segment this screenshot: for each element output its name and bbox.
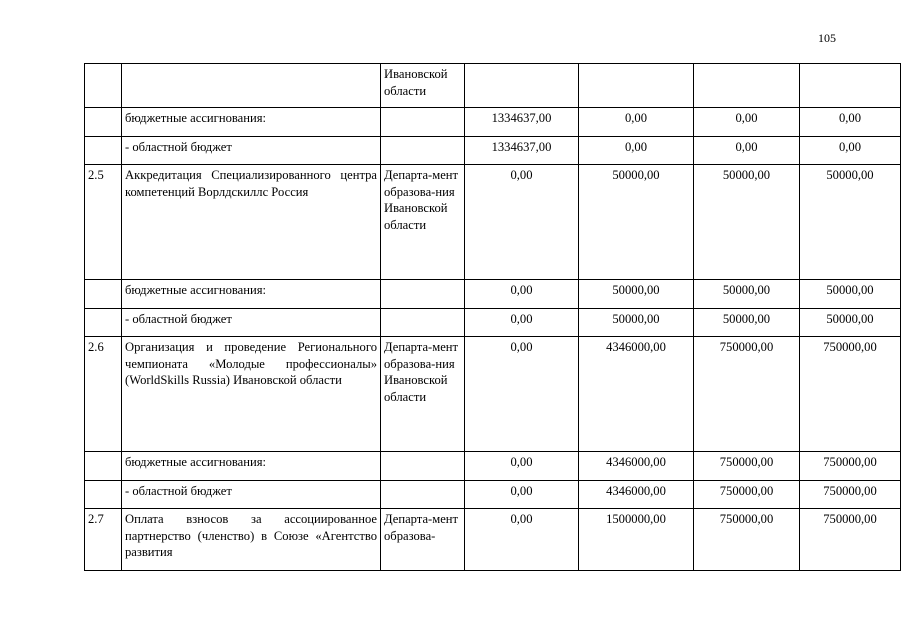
amount-cell-3: 50000,00	[694, 165, 800, 280]
amount-cell-1	[465, 64, 579, 108]
amount-cell-3: 750000,00	[694, 481, 800, 509]
amount-cell-2: 0,00	[579, 137, 694, 165]
table-row	[85, 64, 901, 108]
amount-cell-1: 0,00	[465, 280, 579, 309]
amount-cell-3: 50000,00	[694, 309, 800, 337]
measure-row	[85, 337, 901, 452]
amount-cell-2: 50000,00	[579, 309, 694, 337]
amount-cell-4	[800, 64, 901, 108]
item-name-cell: - областной бюджет	[122, 481, 381, 509]
budget-table	[84, 63, 901, 571]
amount-cell-3: 750000,00	[694, 337, 800, 452]
amount-cell-3	[694, 64, 800, 108]
amount-cell-2: 50000,00	[579, 165, 694, 280]
item-index-cell	[85, 481, 122, 509]
amount-cell-1: 1334637,00	[465, 108, 579, 137]
item-name-cell: бюджетные ассигнования:	[122, 452, 381, 481]
item-name-cell: Организация и проведение Регионального чемпионата «Молодые профессионалы» (WorldSkills Russia) Ивановской области	[122, 337, 381, 452]
amount-cell-4: 750000,00	[800, 481, 901, 509]
amount-cell-2: 4346000,00	[579, 337, 694, 452]
amount-cell-4: 50000,00	[800, 165, 901, 280]
responsible-cell	[381, 137, 465, 165]
item-index-cell: 2.7	[85, 509, 122, 571]
amount-cell-4: 50000,00	[800, 309, 901, 337]
amount-cell-1: 0,00	[465, 481, 579, 509]
table-row	[85, 137, 901, 165]
table-row	[85, 280, 901, 309]
responsible-cell: Департа-мент образова-ния Ивановской области	[381, 165, 465, 280]
table-row	[85, 481, 901, 509]
item-name-cell: - областной бюджет	[122, 309, 381, 337]
amount-cell-4: 750000,00	[800, 452, 901, 481]
item-index-cell	[85, 64, 122, 108]
amount-cell-2: 50000,00	[579, 280, 694, 309]
item-name-cell: Оплата взносов за ассоциированное партнерство (членство) в Союзе «Агентство развития	[122, 509, 381, 571]
amount-cell-2: 4346000,00	[579, 452, 694, 481]
responsible-cell	[381, 452, 465, 481]
amount-cell-1: 0,00	[465, 337, 579, 452]
amount-cell-1: 1334637,00	[465, 137, 579, 165]
responsible-cell	[381, 108, 465, 137]
amount-cell-3: 750000,00	[694, 509, 800, 571]
item-name-cell: Аккредитация Специализированного центра компетенций Ворлдскиллс Россия	[122, 165, 381, 280]
amount-cell-4: 50000,00	[800, 280, 901, 309]
amount-cell-3: 750000,00	[694, 452, 800, 481]
table-body	[85, 64, 901, 571]
item-name-cell: бюджетные ассигнования:	[122, 108, 381, 137]
amount-cell-4: 0,00	[800, 137, 901, 165]
amount-cell-1: 0,00	[465, 165, 579, 280]
item-index-cell	[85, 452, 122, 481]
responsible-cell	[381, 280, 465, 309]
amount-cell-4: 0,00	[800, 108, 901, 137]
amount-cell-2	[579, 64, 694, 108]
responsible-cell	[381, 309, 465, 337]
item-index-cell	[85, 309, 122, 337]
amount-cell-3: 50000,00	[694, 280, 800, 309]
amount-cell-2: 0,00	[579, 108, 694, 137]
item-index-cell	[85, 280, 122, 309]
amount-cell-4: 750000,00	[800, 337, 901, 452]
amount-cell-2: 1500000,00	[579, 509, 694, 571]
amount-cell-1: 0,00	[465, 309, 579, 337]
amount-cell-3: 0,00	[694, 137, 800, 165]
measure-row	[85, 165, 901, 280]
amount-cell-1: 0,00	[465, 509, 579, 571]
item-index-cell: 2.6	[85, 337, 122, 452]
item-name-cell: - областной бюджет	[122, 137, 381, 165]
item-index-cell: 2.5	[85, 165, 122, 280]
responsible-cell: Департа-мент образова-	[381, 509, 465, 571]
table-row	[85, 452, 901, 481]
item-name-cell	[122, 64, 381, 108]
responsible-cell: Ивановской области	[381, 64, 465, 108]
amount-cell-1: 0,00	[465, 452, 579, 481]
item-name-cell: бюджетные ассигнования:	[122, 280, 381, 309]
amount-cell-3: 0,00	[694, 108, 800, 137]
page-number: 105	[818, 31, 836, 45]
responsible-cell: Департа-мент образова-ния Ивановской области	[381, 337, 465, 452]
item-index-cell	[85, 137, 122, 165]
responsible-cell	[381, 481, 465, 509]
table-row	[85, 309, 901, 337]
item-index-cell	[85, 108, 122, 137]
measure-row	[85, 509, 901, 571]
amount-cell-2: 4346000,00	[579, 481, 694, 509]
amount-cell-4: 750000,00	[800, 509, 901, 571]
table-row	[85, 108, 901, 137]
